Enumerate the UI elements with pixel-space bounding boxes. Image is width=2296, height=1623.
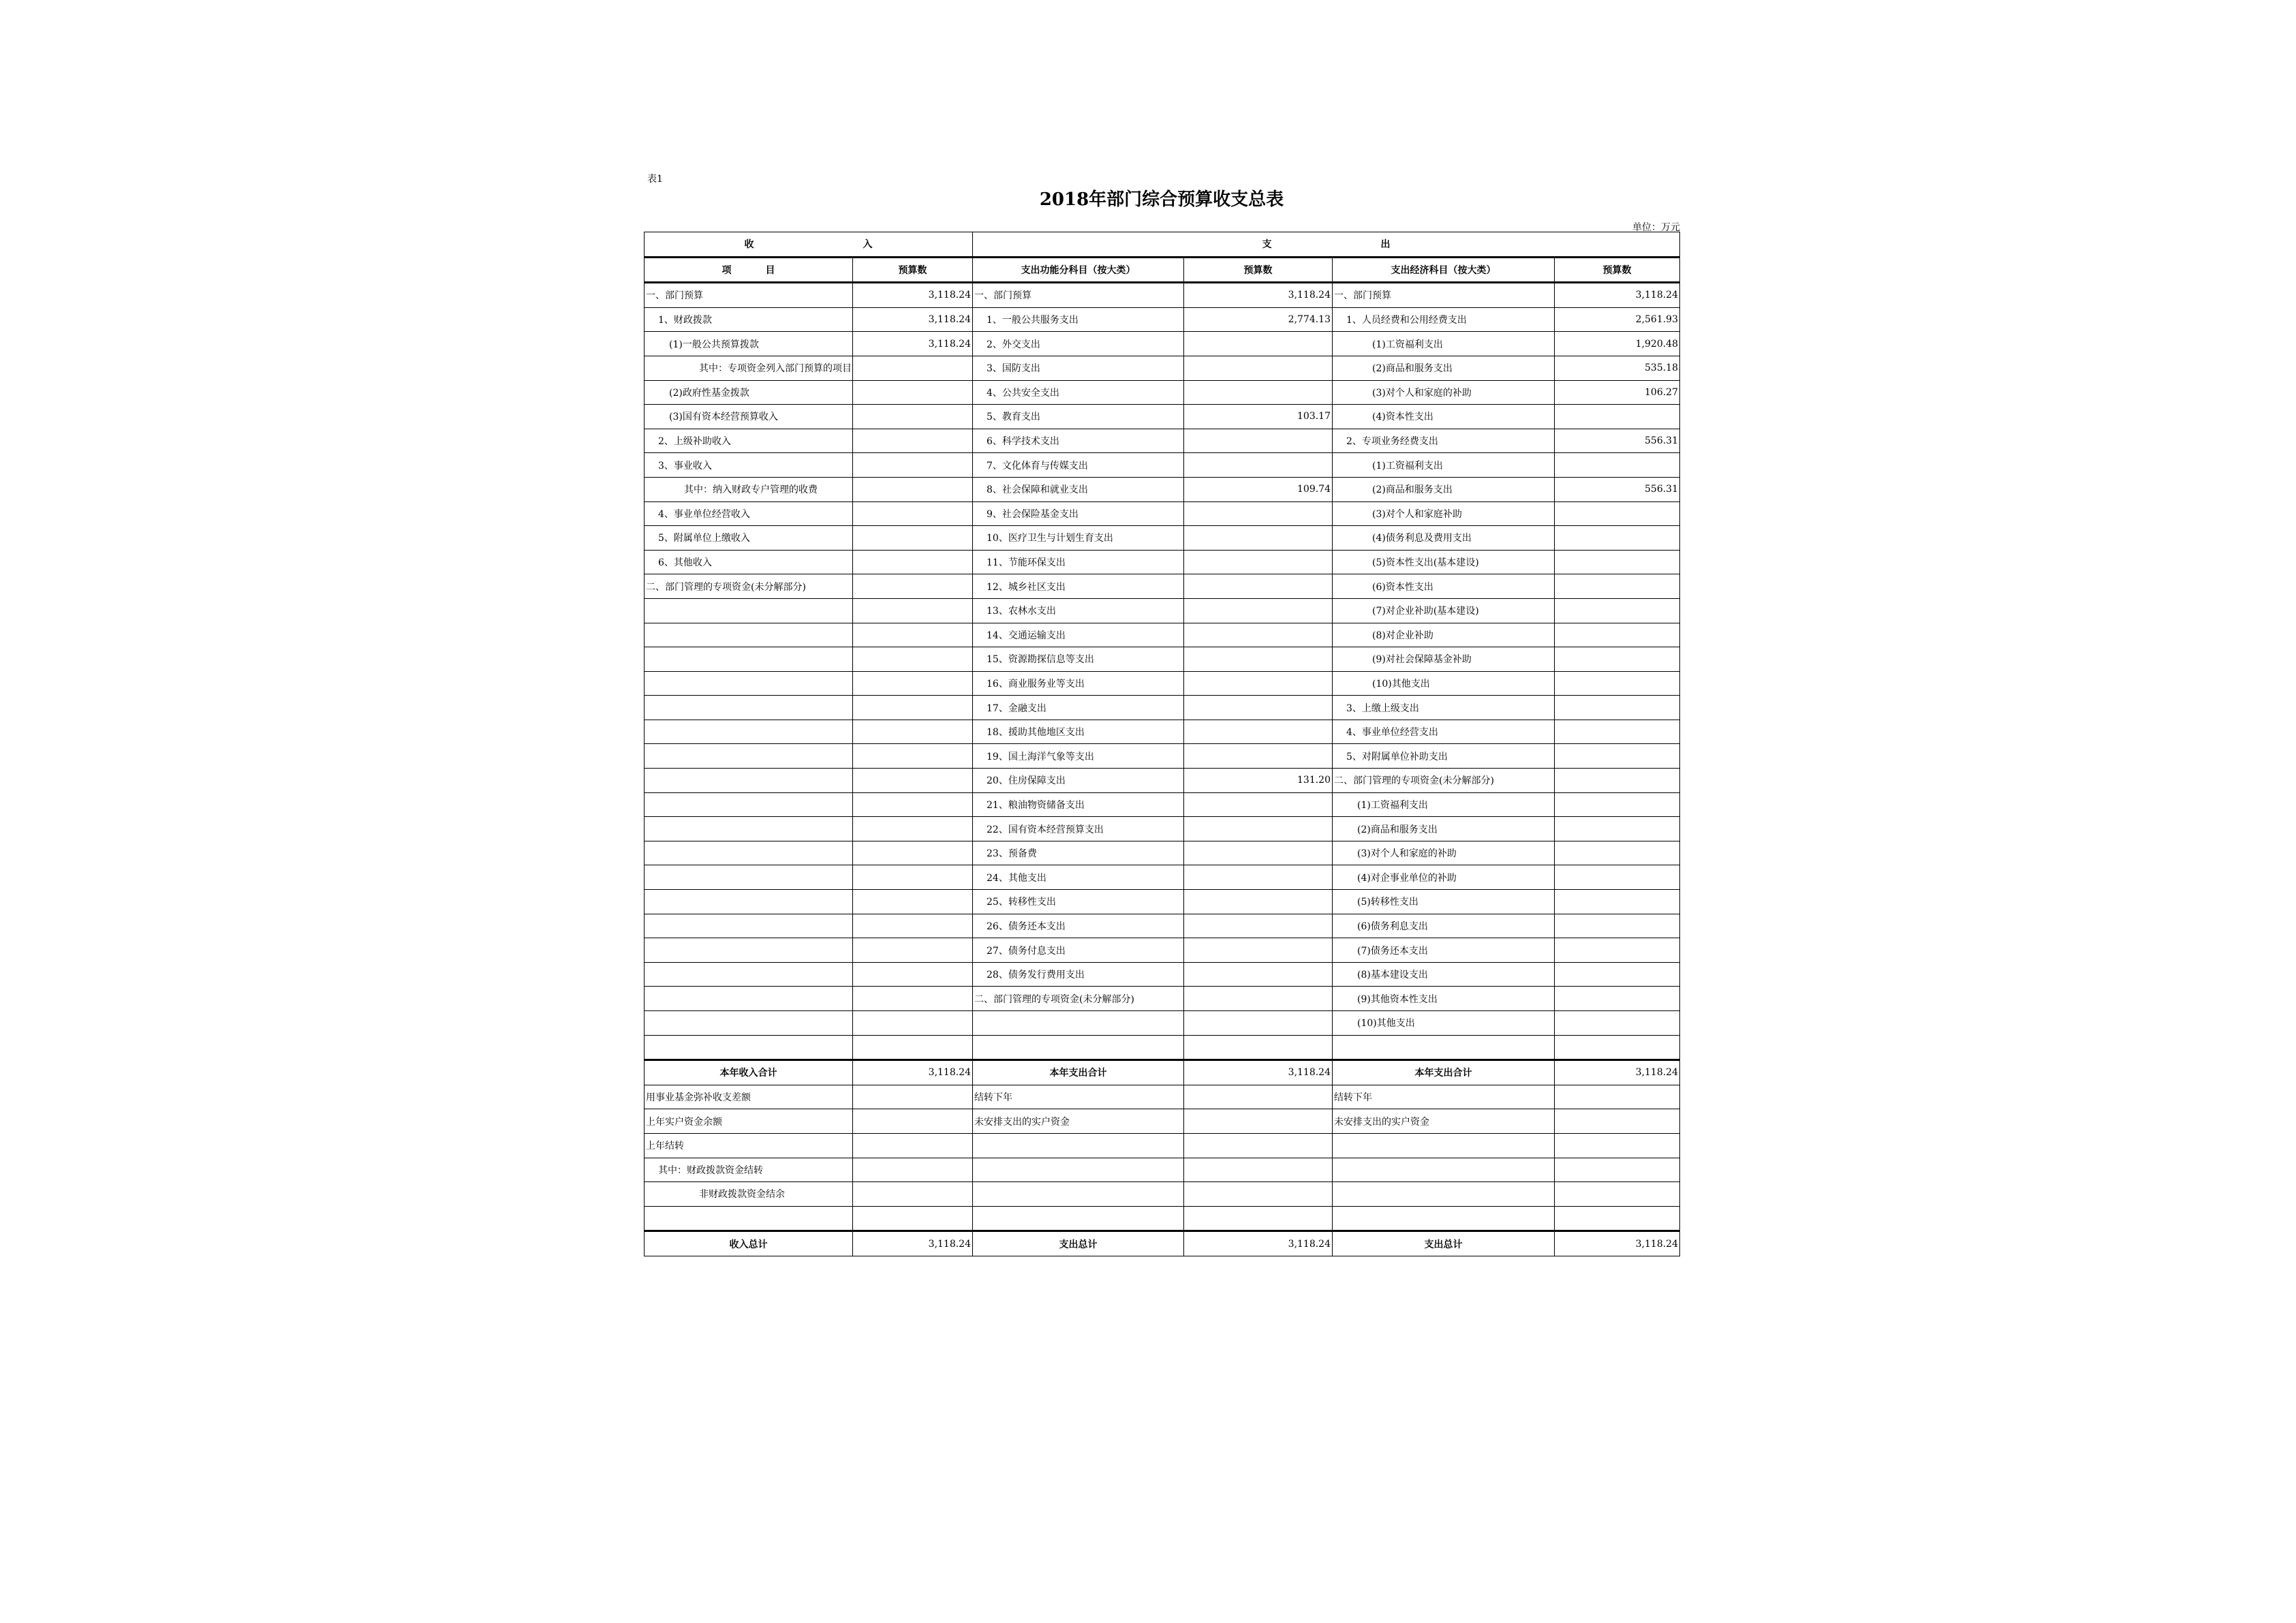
- econ-item-cell: [1333, 1035, 1555, 1060]
- func-budget-cell: [1184, 574, 1333, 599]
- func-item-cell: 2、外交支出: [973, 332, 1184, 356]
- table-row: [645, 1011, 1680, 1036]
- col-header-item: 项 目: [645, 257, 853, 283]
- budget-summary-table: [644, 232, 1680, 1256]
- func-budget-cell: [1184, 1182, 1333, 1207]
- income-item-cell: 本年收入合计: [645, 1060, 853, 1085]
- func-item-cell: 5、教育支出: [973, 405, 1184, 429]
- table-row: [645, 744, 1680, 769]
- econ-item-cell: (2)商品和服务支出: [1333, 817, 1555, 841]
- econ-budget-cell: [1555, 574, 1680, 599]
- col-header-budget-3: 预算数: [1555, 257, 1680, 283]
- func-item-cell: 12、城乡社区支出: [973, 574, 1184, 599]
- econ-item-cell: (3)对个人和家庭的补助: [1333, 841, 1555, 865]
- econ-item-cell: 未安排支出的实户资金: [1333, 1109, 1555, 1134]
- econ-budget-cell: 1,920.48: [1555, 332, 1680, 356]
- func-item-cell: 10、医疗卫生与计划生育支出: [973, 526, 1184, 551]
- econ-item-cell: [1333, 1206, 1555, 1231]
- econ-budget-cell: [1555, 671, 1680, 696]
- func-item-cell: 15、资源勘探信息等支出: [973, 647, 1184, 672]
- year-total-row: [645, 1060, 1680, 1085]
- func-item-cell: 二、部门管理的专项资金(未分解部分): [973, 987, 1184, 1011]
- func-budget-cell: [1184, 841, 1333, 865]
- econ-budget-cell: [1555, 962, 1680, 987]
- income-budget-cell: [853, 1206, 973, 1231]
- func-item-cell: [973, 1182, 1184, 1207]
- income-budget-cell: [853, 792, 973, 817]
- econ-item-cell: 二、部门管理的专项资金(未分解部分): [1333, 769, 1555, 793]
- func-item-cell: [973, 1158, 1184, 1182]
- econ-item-cell: 3、上缴上级支出: [1333, 696, 1555, 720]
- func-budget-cell: [1184, 1011, 1333, 1036]
- income-item-cell: 5、附属单位上缴收入: [645, 526, 853, 551]
- func-budget-cell: 131.20: [1184, 769, 1333, 793]
- func-budget-cell: [1184, 453, 1333, 478]
- income-item-cell: 3、事业收入: [645, 453, 853, 478]
- income-item-cell: 上年实户资金余额: [645, 1109, 853, 1134]
- table-row: [645, 647, 1680, 672]
- table-row: [645, 817, 1680, 841]
- econ-budget-cell: [1555, 914, 1680, 938]
- income-budget-cell: [853, 1158, 973, 1182]
- income-budget-cell: [853, 380, 973, 405]
- func-item-cell: 28、债务发行费用支出: [973, 962, 1184, 987]
- econ-budget-cell: [1555, 890, 1680, 914]
- econ-budget-cell: 2,561.93: [1555, 307, 1680, 332]
- sheet-label: 表1: [647, 174, 663, 185]
- income-budget-cell: [853, 1011, 973, 1036]
- func-budget-cell: [1184, 1085, 1333, 1109]
- econ-budget-cell: [1555, 720, 1680, 744]
- func-budget-cell: [1184, 1206, 1333, 1231]
- econ-budget-cell: 556.31: [1555, 429, 1680, 453]
- income-item-cell: [645, 696, 853, 720]
- func-item-cell: [973, 1206, 1184, 1231]
- income-budget-cell: [853, 817, 973, 841]
- econ-item-cell: 4、事业单位经营支出: [1333, 720, 1555, 744]
- func-item-cell: 7、文化体育与传媒支出: [973, 453, 1184, 478]
- income-item-cell: [645, 1011, 853, 1036]
- income-budget-cell: [853, 453, 973, 478]
- income-budget-cell: 3,118.24: [853, 332, 973, 356]
- income-budget-cell: [853, 501, 973, 526]
- page-title: 2018年部门综合预算收支总表: [1039, 189, 1284, 210]
- func-budget-cell: 3,118.24: [1184, 1060, 1333, 1085]
- income-budget-cell: [853, 865, 973, 890]
- table-row: [645, 477, 1680, 501]
- func-budget-cell: [1184, 962, 1333, 987]
- income-item-cell: [645, 671, 853, 696]
- func-item-cell: 26、债务还本支出: [973, 914, 1184, 938]
- income-item-cell: [645, 792, 853, 817]
- table-row: [645, 501, 1680, 526]
- econ-budget-cell: [1555, 1158, 1680, 1182]
- income-item-cell: (1)一般公共预算拨款: [645, 332, 853, 356]
- income-item-cell: [645, 817, 853, 841]
- econ-item-cell: (5)转移性支出: [1333, 890, 1555, 914]
- table-row: [645, 865, 1680, 890]
- func-budget-cell: 3,118.24: [1184, 283, 1333, 308]
- econ-item-cell: (1)工资福利支出: [1333, 792, 1555, 817]
- table-row: [645, 307, 1680, 332]
- econ-budget-cell: [1555, 550, 1680, 574]
- func-budget-cell: [1184, 429, 1333, 453]
- econ-budget-cell: [1555, 817, 1680, 841]
- func-budget-cell: [1184, 380, 1333, 405]
- income-item-cell: 6、其他收入: [645, 550, 853, 574]
- table-row: [645, 962, 1680, 987]
- income-item-cell: 4、事业单位经营收入: [645, 501, 853, 526]
- econ-budget-cell: [1555, 1011, 1680, 1036]
- func-budget-cell: [1184, 671, 1333, 696]
- col-header-econ: 支出经济科目（按大类）: [1333, 257, 1555, 283]
- table-row: [645, 1133, 1680, 1158]
- func-item-cell: 支出总计: [973, 1231, 1184, 1256]
- income-budget-cell: [853, 1035, 973, 1060]
- table-row: [645, 671, 1680, 696]
- income-budget-cell: [853, 356, 973, 380]
- income-budget-cell: [853, 841, 973, 865]
- econ-item-cell: (7)债务还本支出: [1333, 938, 1555, 963]
- func-budget-cell: [1184, 526, 1333, 551]
- func-budget-cell: [1184, 1158, 1333, 1182]
- econ-budget-cell: [1555, 501, 1680, 526]
- func-item-cell: 24、其他支出: [973, 865, 1184, 890]
- table-row: [645, 1158, 1680, 1182]
- econ-item-cell: 1、人员经费和公用经费支出: [1333, 307, 1555, 332]
- table-row: [645, 623, 1680, 647]
- func-budget-cell: 109.74: [1184, 477, 1333, 501]
- econ-item-cell: (6)资本性支出: [1333, 574, 1555, 599]
- func-item-cell: 4、公共安全支出: [973, 380, 1184, 405]
- econ-budget-cell: [1555, 841, 1680, 865]
- income-budget-cell: [853, 890, 973, 914]
- econ-item-cell: (5)资本性支出(基本建设): [1333, 550, 1555, 574]
- econ-budget-cell: 3,118.24: [1555, 283, 1680, 308]
- func-item-cell: 25、转移性支出: [973, 890, 1184, 914]
- income-item-cell: (2)政府性基金拨款: [645, 380, 853, 405]
- func-budget-cell: [1184, 914, 1333, 938]
- func-budget-cell: [1184, 1109, 1333, 1134]
- table-row: [645, 332, 1680, 356]
- func-item-cell: 一、部门预算: [973, 283, 1184, 308]
- econ-budget-cell: 3,118.24: [1555, 1060, 1680, 1085]
- econ-budget-cell: [1555, 647, 1680, 672]
- income-item-cell: 其中：纳入财政专户管理的收费: [645, 477, 853, 501]
- func-item-cell: 20、住房保障支出: [973, 769, 1184, 793]
- func-item-cell: 23、预备费: [973, 841, 1184, 865]
- econ-item-cell: 本年支出合计: [1333, 1060, 1555, 1085]
- table-row: [645, 574, 1680, 599]
- income-item-cell: 上年结转: [645, 1133, 853, 1158]
- econ-item-cell: (4)资本性支出: [1333, 405, 1555, 429]
- income-budget-cell: [853, 987, 973, 1011]
- income-item-cell: 其中：专项资金列入部门预算的项目: [645, 356, 853, 380]
- func-item-cell: 1、一般公共服务支出: [973, 307, 1184, 332]
- col-header-func: 支出功能分科目（按大类）: [973, 257, 1184, 283]
- table-row: [645, 1206, 1680, 1231]
- income-item-cell: 用事业基金弥补收支差额: [645, 1085, 853, 1109]
- table-row: [645, 987, 1680, 1011]
- econ-item-cell: (4)对企事业单位的补助: [1333, 865, 1555, 890]
- income-budget-cell: [853, 744, 973, 769]
- econ-budget-cell: [1555, 769, 1680, 793]
- table-row: [645, 1182, 1680, 1207]
- income-item-cell: [645, 890, 853, 914]
- econ-item-cell: (1)工资福利支出: [1333, 453, 1555, 478]
- income-item-cell: 2、上级补助收入: [645, 429, 853, 453]
- income-item-cell: [645, 720, 853, 744]
- grand-total-row: [645, 1231, 1680, 1256]
- func-item-cell: 3、国防支出: [973, 356, 1184, 380]
- income-budget-cell: 3,118.24: [853, 1231, 973, 1256]
- income-item-cell: [645, 1206, 853, 1231]
- econ-item-cell: (9)其他资本性支出: [1333, 987, 1555, 1011]
- income-item-cell: [645, 1035, 853, 1060]
- func-item-cell: [973, 1133, 1184, 1158]
- econ-item-cell: (8)对企业补助: [1333, 623, 1555, 647]
- income-budget-cell: [853, 1133, 973, 1158]
- econ-budget-cell: [1555, 1133, 1680, 1158]
- income-budget-cell: [853, 623, 973, 647]
- income-budget-cell: [853, 1085, 973, 1109]
- income-budget-cell: [853, 647, 973, 672]
- income-budget-cell: 3,118.24: [853, 307, 973, 332]
- income-budget-cell: [853, 720, 973, 744]
- econ-budget-cell: 535.18: [1555, 356, 1680, 380]
- econ-item-cell: (7)对企业补助(基本建设): [1333, 598, 1555, 623]
- column-header-row: [645, 257, 1680, 283]
- income-budget-cell: [853, 1109, 973, 1134]
- func-item-cell: 9、社会保险基金支出: [973, 501, 1184, 526]
- func-item-cell: 18、援助其他地区支出: [973, 720, 1184, 744]
- econ-item-cell: (3)对个人和家庭补助: [1333, 501, 1555, 526]
- income-budget-cell: [853, 526, 973, 551]
- func-budget-cell: [1184, 938, 1333, 963]
- econ-budget-cell: [1555, 1035, 1680, 1060]
- func-item-cell: [973, 1011, 1184, 1036]
- table-row: [645, 405, 1680, 429]
- income-item-cell: 收入总计: [645, 1231, 853, 1256]
- func-item-cell: [973, 1035, 1184, 1060]
- func-item-cell: 本年支出合计: [973, 1060, 1184, 1085]
- econ-item-cell: (8)基本建设支出: [1333, 962, 1555, 987]
- func-item-cell: 14、交通运输支出: [973, 623, 1184, 647]
- func-budget-cell: [1184, 744, 1333, 769]
- income-budget-cell: [853, 914, 973, 938]
- econ-item-cell: 5、对附属单位补助支出: [1333, 744, 1555, 769]
- table-row: [645, 841, 1680, 865]
- income-budget-cell: [853, 696, 973, 720]
- econ-budget-cell: [1555, 938, 1680, 963]
- func-item-cell: 17、金融支出: [973, 696, 1184, 720]
- income-budget-cell: [853, 405, 973, 429]
- func-item-cell: 19、国土海洋气象等支出: [973, 744, 1184, 769]
- income-budget-cell: [853, 671, 973, 696]
- income-budget-cell: [853, 477, 973, 501]
- econ-budget-cell: [1555, 1206, 1680, 1231]
- econ-budget-cell: [1555, 453, 1680, 478]
- income-budget-cell: [853, 938, 973, 963]
- table-row: [645, 792, 1680, 817]
- econ-budget-cell: [1555, 987, 1680, 1011]
- table-row: [645, 453, 1680, 478]
- econ-budget-cell: [1555, 696, 1680, 720]
- func-item-cell: 21、粮油物资储备支出: [973, 792, 1184, 817]
- func-budget-cell: [1184, 647, 1333, 672]
- table-row: [645, 598, 1680, 623]
- income-item-cell: 二、部门管理的专项资金(未分解部分): [645, 574, 853, 599]
- table-row: [645, 1085, 1680, 1109]
- func-item-cell: 22、国有资本经营预算支出: [973, 817, 1184, 841]
- econ-item-cell: [1333, 1158, 1555, 1182]
- income-budget-cell: [853, 1182, 973, 1207]
- econ-item-cell: 支出总计: [1333, 1231, 1555, 1256]
- income-item-cell: [645, 962, 853, 987]
- econ-item-cell: (4)债务利息及费用支出: [1333, 526, 1555, 551]
- func-budget-cell: [1184, 817, 1333, 841]
- expense-group-header: 支 出: [973, 232, 1680, 258]
- econ-budget-cell: [1555, 865, 1680, 890]
- table-row: [645, 356, 1680, 380]
- table-row: [645, 1035, 1680, 1060]
- table-row: [645, 526, 1680, 551]
- income-budget-cell: [853, 550, 973, 574]
- func-budget-cell: 3,118.24: [1184, 1231, 1333, 1256]
- income-item-cell: 非财政拨款资金结余: [645, 1182, 853, 1207]
- income-budget-cell: [853, 429, 973, 453]
- func-item-cell: 27、债务付息支出: [973, 938, 1184, 963]
- econ-budget-cell: [1555, 1109, 1680, 1134]
- income-item-cell: 一、部门预算: [645, 283, 853, 308]
- table-row: [645, 720, 1680, 744]
- econ-item-cell: 一、部门预算: [1333, 283, 1555, 308]
- income-budget-cell: [853, 574, 973, 599]
- table-body: [645, 283, 1680, 1256]
- table-row: [645, 380, 1680, 405]
- func-budget-cell: [1184, 598, 1333, 623]
- income-item-cell: 1、财政拨款: [645, 307, 853, 332]
- func-budget-cell: [1184, 356, 1333, 380]
- table-row: [645, 1109, 1680, 1134]
- func-budget-cell: [1184, 332, 1333, 356]
- func-item-cell: 结转下年: [973, 1085, 1184, 1109]
- econ-item-cell: (2)商品和服务支出: [1333, 356, 1555, 380]
- econ-budget-cell: 3,118.24: [1555, 1231, 1680, 1256]
- econ-item-cell: [1333, 1133, 1555, 1158]
- econ-budget-cell: [1555, 405, 1680, 429]
- func-budget-cell: [1184, 501, 1333, 526]
- econ-item-cell: [1333, 1182, 1555, 1207]
- func-budget-cell: [1184, 720, 1333, 744]
- econ-budget-cell: [1555, 526, 1680, 551]
- econ-budget-cell: [1555, 792, 1680, 817]
- income-item-cell: 其中：财政拨款资金结转: [645, 1158, 853, 1182]
- func-budget-cell: [1184, 1035, 1333, 1060]
- income-item-cell: [645, 647, 853, 672]
- econ-budget-cell: [1555, 623, 1680, 647]
- income-item-cell: [645, 987, 853, 1011]
- func-budget-cell: [1184, 1133, 1333, 1158]
- table-row: [645, 890, 1680, 914]
- col-header-budget-1: 预算数: [853, 257, 973, 283]
- func-budget-cell: 103.17: [1184, 405, 1333, 429]
- income-budget-cell: [853, 962, 973, 987]
- income-group-header: 收 入: [645, 232, 973, 258]
- func-budget-cell: [1184, 865, 1333, 890]
- func-budget-cell: [1184, 696, 1333, 720]
- func-budget-cell: [1184, 792, 1333, 817]
- table-row: [645, 914, 1680, 938]
- func-item-cell: 11、节能环保支出: [973, 550, 1184, 574]
- econ-budget-cell: [1555, 744, 1680, 769]
- econ-budget-cell: [1555, 1182, 1680, 1207]
- econ-item-cell: (6)债务利息支出: [1333, 914, 1555, 938]
- income-budget-cell: [853, 598, 973, 623]
- func-budget-cell: [1184, 987, 1333, 1011]
- table-row: [645, 769, 1680, 793]
- income-item-cell: [645, 914, 853, 938]
- econ-item-cell: (3)对个人和家庭的补助: [1333, 380, 1555, 405]
- func-item-cell: 未安排支出的实户资金: [973, 1109, 1184, 1134]
- income-budget-cell: 3,118.24: [853, 283, 973, 308]
- income-item-cell: [645, 598, 853, 623]
- econ-item-cell: (2)商品和服务支出: [1333, 477, 1555, 501]
- table-row: [645, 696, 1680, 720]
- income-budget-cell: [853, 769, 973, 793]
- func-budget-cell: [1184, 550, 1333, 574]
- econ-budget-cell: 106.27: [1555, 380, 1680, 405]
- table-row: [645, 938, 1680, 963]
- unit-label: 单位：万元: [1632, 222, 1680, 233]
- func-item-cell: 13、农林水支出: [973, 598, 1184, 623]
- func-item-cell: 16、商业服务业等支出: [973, 671, 1184, 696]
- income-item-cell: [645, 841, 853, 865]
- income-budget-cell: 3,118.24: [853, 1060, 973, 1085]
- func-budget-cell: [1184, 623, 1333, 647]
- income-item-cell: [645, 623, 853, 647]
- func-budget-cell: 2,774.13: [1184, 307, 1333, 332]
- income-item-cell: [645, 938, 853, 963]
- func-item-cell: 6、科学技术支出: [973, 429, 1184, 453]
- econ-budget-cell: 556.31: [1555, 477, 1680, 501]
- group-header-row: [645, 232, 1680, 258]
- income-item-cell: (3)国有资本经营预算收入: [645, 405, 853, 429]
- econ-item-cell: (9)对社会保障基金补助: [1333, 647, 1555, 672]
- func-item-cell: 8、社会保障和就业支出: [973, 477, 1184, 501]
- income-item-cell: [645, 865, 853, 890]
- table-row: [645, 550, 1680, 574]
- econ-item-cell: (1)工资福利支出: [1333, 332, 1555, 356]
- income-item-cell: [645, 744, 853, 769]
- econ-item-cell: (10)其他支出: [1333, 1011, 1555, 1036]
- table-row: [645, 429, 1680, 453]
- econ-budget-cell: [1555, 1085, 1680, 1109]
- econ-item-cell: 2、专项业务经费支出: [1333, 429, 1555, 453]
- income-item-cell: [645, 769, 853, 793]
- econ-item-cell: 结转下年: [1333, 1085, 1555, 1109]
- col-header-budget-2: 预算数: [1184, 257, 1333, 283]
- func-budget-cell: [1184, 890, 1333, 914]
- table-row: [645, 283, 1680, 308]
- econ-budget-cell: [1555, 598, 1680, 623]
- econ-item-cell: (10)其他支出: [1333, 671, 1555, 696]
